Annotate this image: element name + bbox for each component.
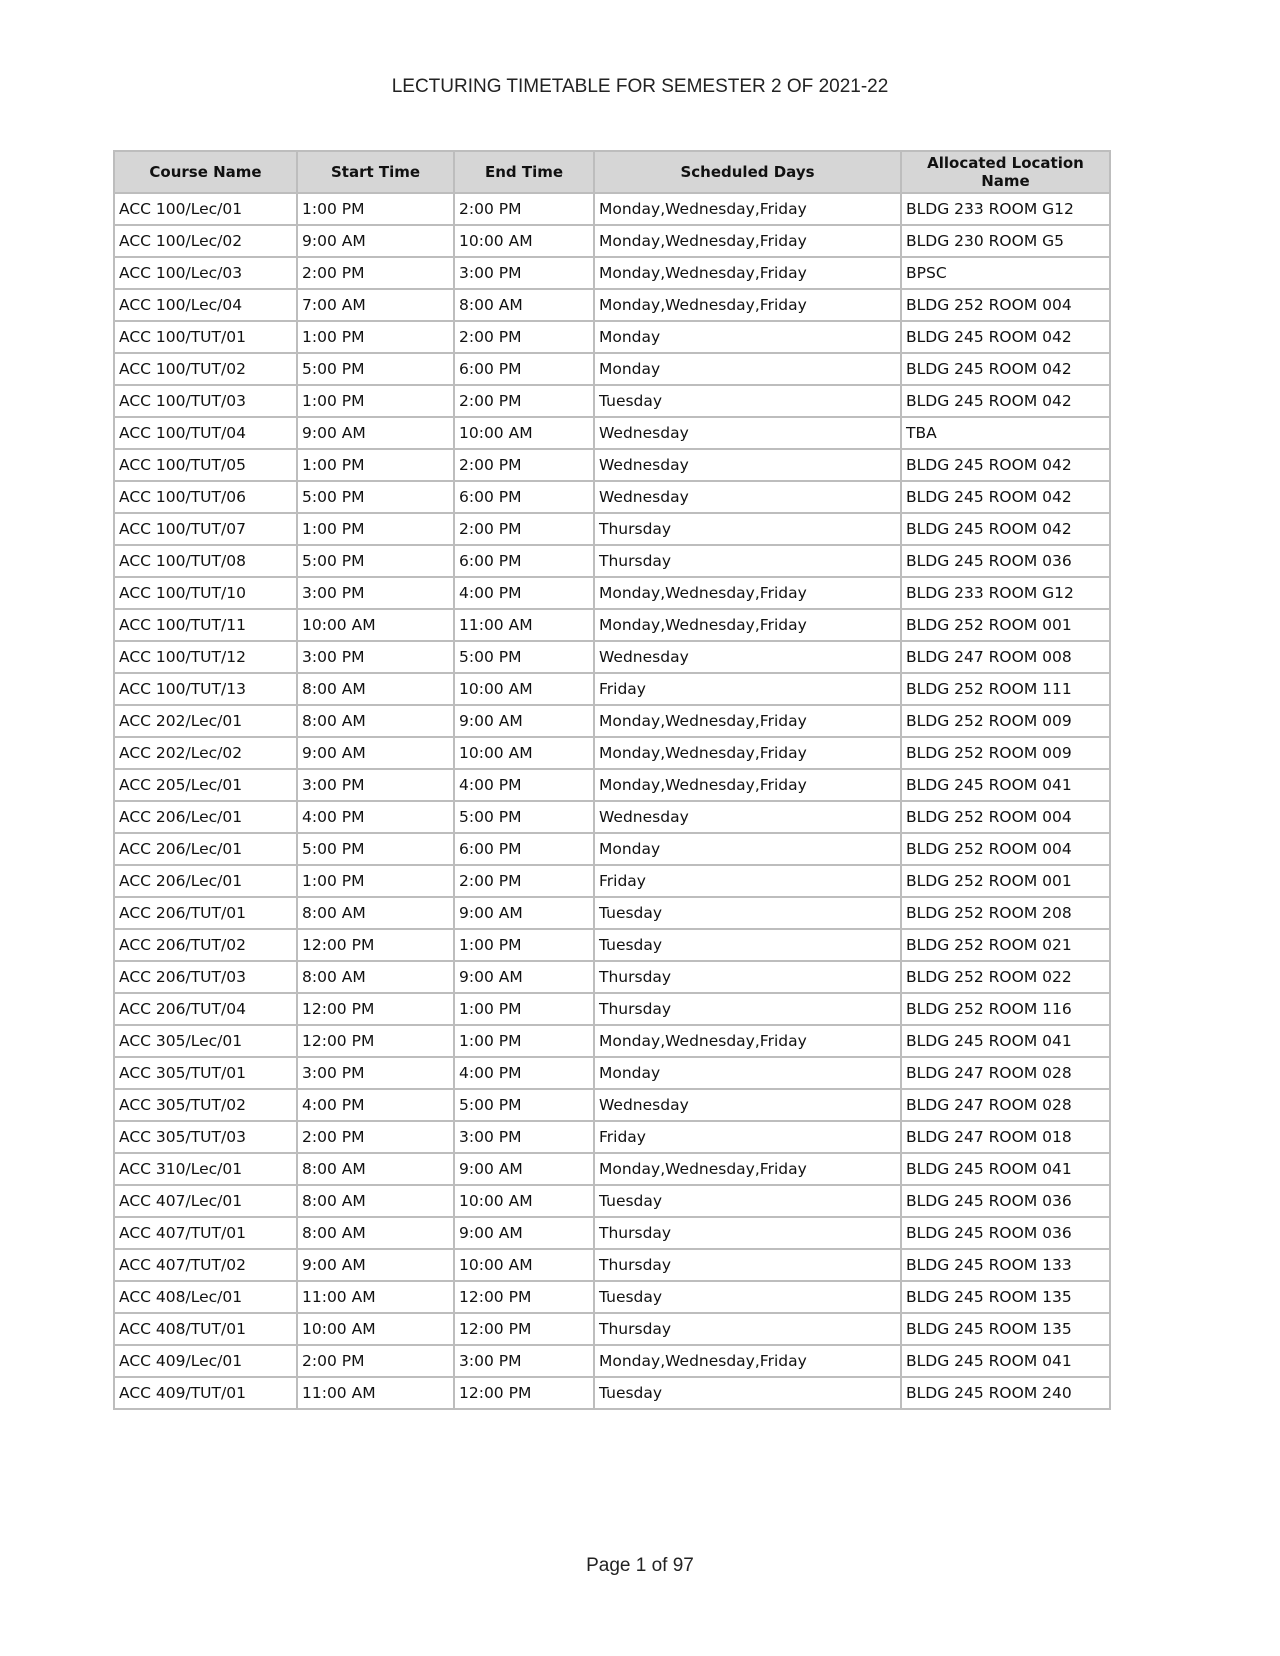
- course-name-cell: ACC 206/TUT/03: [114, 961, 297, 993]
- table-row: [114, 769, 1110, 801]
- scheduled-days-cell: Tuesday: [594, 1281, 901, 1313]
- end-time-cell: 9:00 AM: [454, 897, 594, 929]
- table-row: [114, 1281, 1110, 1313]
- end-time-cell: 2:00 PM: [454, 449, 594, 481]
- scheduled-days-cell: Tuesday: [594, 1185, 901, 1217]
- location-cell: BLDG 230 ROOM G5: [901, 225, 1110, 257]
- table-row: [114, 417, 1110, 449]
- end-time-cell: 10:00 AM: [454, 417, 594, 449]
- column-header-allocated-location: Allocated Location Name: [901, 151, 1110, 193]
- start-time-cell: 8:00 AM: [297, 961, 454, 993]
- table-row: [114, 1345, 1110, 1377]
- start-time-cell: 7:00 AM: [297, 289, 454, 321]
- start-time-cell: 9:00 AM: [297, 1249, 454, 1281]
- location-cell: BLDG 245 ROOM 042: [901, 513, 1110, 545]
- location-cell: BLDG 245 ROOM 133: [901, 1249, 1110, 1281]
- start-time-cell: 11:00 AM: [297, 1281, 454, 1313]
- end-time-cell: 12:00 PM: [454, 1377, 594, 1409]
- scheduled-days-cell: Wednesday: [594, 417, 901, 449]
- start-time-cell: 1:00 PM: [297, 193, 454, 225]
- scheduled-days-cell: Monday: [594, 353, 901, 385]
- course-name-cell: ACC 202/Lec/02: [114, 737, 297, 769]
- course-name-cell: ACC 305/TUT/02: [114, 1089, 297, 1121]
- course-name-cell: ACC 407/Lec/01: [114, 1185, 297, 1217]
- table-row: [114, 193, 1110, 225]
- table-row: [114, 1313, 1110, 1345]
- table-row: [114, 993, 1110, 1025]
- table-row: [114, 1217, 1110, 1249]
- scheduled-days-cell: Tuesday: [594, 897, 901, 929]
- start-time-cell: 8:00 AM: [297, 1153, 454, 1185]
- scheduled-days-cell: Monday,Wednesday,Friday: [594, 1025, 901, 1057]
- end-time-cell: 1:00 PM: [454, 1025, 594, 1057]
- course-name-cell: ACC 407/TUT/01: [114, 1217, 297, 1249]
- end-time-cell: 6:00 PM: [454, 353, 594, 385]
- end-time-cell: 1:00 PM: [454, 993, 594, 1025]
- start-time-cell: 2:00 PM: [297, 1121, 454, 1153]
- table-body: [114, 193, 1110, 1409]
- table-row: [114, 1185, 1110, 1217]
- location-cell: BLDG 252 ROOM 009: [901, 737, 1110, 769]
- end-time-cell: 2:00 PM: [454, 513, 594, 545]
- location-cell: BLDG 233 ROOM G12: [901, 577, 1110, 609]
- course-name-cell: ACC 305/TUT/03: [114, 1121, 297, 1153]
- scheduled-days-cell: Thursday: [594, 993, 901, 1025]
- end-time-cell: 6:00 PM: [454, 481, 594, 513]
- scheduled-days-cell: Monday,Wednesday,Friday: [594, 193, 901, 225]
- start-time-cell: 8:00 AM: [297, 1217, 454, 1249]
- table-row: [114, 1057, 1110, 1089]
- scheduled-days-cell: Wednesday: [594, 641, 901, 673]
- location-cell: BLDG 245 ROOM 042: [901, 353, 1110, 385]
- table-header: [114, 151, 1110, 193]
- table-row: [114, 641, 1110, 673]
- end-time-cell: 10:00 AM: [454, 1185, 594, 1217]
- course-name-cell: ACC 100/TUT/12: [114, 641, 297, 673]
- scheduled-days-cell: Tuesday: [594, 385, 901, 417]
- end-time-cell: 6:00 PM: [454, 833, 594, 865]
- scheduled-days-cell: Wednesday: [594, 481, 901, 513]
- end-time-cell: 5:00 PM: [454, 641, 594, 673]
- start-time-cell: 3:00 PM: [297, 769, 454, 801]
- timetable: [113, 150, 1109, 1410]
- end-time-cell: 5:00 PM: [454, 801, 594, 833]
- end-time-cell: 9:00 AM: [454, 1217, 594, 1249]
- start-time-cell: 8:00 AM: [297, 673, 454, 705]
- end-time-cell: 1:00 PM: [454, 929, 594, 961]
- table-row: [114, 1249, 1110, 1281]
- end-time-cell: 9:00 AM: [454, 1153, 594, 1185]
- scheduled-days-cell: Wednesday: [594, 801, 901, 833]
- location-cell: TBA: [901, 417, 1110, 449]
- start-time-cell: 1:00 PM: [297, 321, 454, 353]
- start-time-cell: 9:00 AM: [297, 225, 454, 257]
- location-cell: BLDG 245 ROOM 036: [901, 1185, 1110, 1217]
- end-time-cell: 3:00 PM: [454, 257, 594, 289]
- scheduled-days-cell: Monday,Wednesday,Friday: [594, 225, 901, 257]
- table-row: [114, 1153, 1110, 1185]
- location-cell: BLDG 245 ROOM 041: [901, 769, 1110, 801]
- table-row: [114, 865, 1110, 897]
- course-name-cell: ACC 202/Lec/01: [114, 705, 297, 737]
- start-time-cell: 1:00 PM: [297, 513, 454, 545]
- scheduled-days-cell: Friday: [594, 1121, 901, 1153]
- location-cell: BLDG 245 ROOM 240: [901, 1377, 1110, 1409]
- table-row: [114, 1089, 1110, 1121]
- end-time-cell: 4:00 PM: [454, 577, 594, 609]
- scheduled-days-cell: Monday,Wednesday,Friday: [594, 257, 901, 289]
- end-time-cell: 8:00 AM: [454, 289, 594, 321]
- location-cell: BLDG 247 ROOM 028: [901, 1089, 1110, 1121]
- end-time-cell: 5:00 PM: [454, 1089, 594, 1121]
- page-number: Page 1 of 97: [586, 1555, 694, 1576]
- end-time-cell: 12:00 PM: [454, 1281, 594, 1313]
- end-time-cell: 4:00 PM: [454, 1057, 594, 1089]
- column-header-course-name: Course Name: [114, 151, 297, 193]
- course-name-cell: ACC 206/Lec/01: [114, 801, 297, 833]
- end-time-cell: 9:00 AM: [454, 961, 594, 993]
- end-time-cell: 3:00 PM: [454, 1345, 594, 1377]
- scheduled-days-cell: Tuesday: [594, 929, 901, 961]
- location-cell: BPSC: [901, 257, 1110, 289]
- scheduled-days-cell: Monday,Wednesday,Friday: [594, 1345, 901, 1377]
- course-name-cell: ACC 408/TUT/01: [114, 1313, 297, 1345]
- column-header-scheduled-days: Scheduled Days: [594, 151, 901, 193]
- start-time-cell: 5:00 PM: [297, 353, 454, 385]
- course-name-cell: ACC 100/TUT/01: [114, 321, 297, 353]
- start-time-cell: 3:00 PM: [297, 577, 454, 609]
- scheduled-days-cell: Monday,Wednesday,Friday: [594, 289, 901, 321]
- end-time-cell: 12:00 PM: [454, 1313, 594, 1345]
- location-cell: BLDG 252 ROOM 004: [901, 833, 1110, 865]
- header-row: [114, 151, 1110, 193]
- location-cell: BLDG 247 ROOM 008: [901, 641, 1110, 673]
- course-name-cell: ACC 408/Lec/01: [114, 1281, 297, 1313]
- end-time-cell: 10:00 AM: [454, 673, 594, 705]
- course-name-cell: ACC 100/TUT/11: [114, 609, 297, 641]
- course-name-cell: ACC 206/Lec/01: [114, 833, 297, 865]
- scheduled-days-cell: Thursday: [594, 961, 901, 993]
- location-cell: BLDG 245 ROOM 042: [901, 449, 1110, 481]
- timetable-table: [113, 150, 1111, 1410]
- scheduled-days-cell: Wednesday: [594, 449, 901, 481]
- start-time-cell: 1:00 PM: [297, 385, 454, 417]
- location-cell: BLDG 252 ROOM 111: [901, 673, 1110, 705]
- scheduled-days-cell: Monday,Wednesday,Friday: [594, 737, 901, 769]
- table-row: [114, 321, 1110, 353]
- location-cell: BLDG 245 ROOM 042: [901, 481, 1110, 513]
- location-cell: BLDG 245 ROOM 135: [901, 1313, 1110, 1345]
- location-cell: BLDG 233 ROOM G12: [901, 193, 1110, 225]
- location-cell: BLDG 252 ROOM 001: [901, 865, 1110, 897]
- table-row: [114, 961, 1110, 993]
- start-time-cell: 10:00 AM: [297, 1313, 454, 1345]
- scheduled-days-cell: Monday,Wednesday,Friday: [594, 705, 901, 737]
- start-time-cell: 8:00 AM: [297, 705, 454, 737]
- table-row: [114, 833, 1110, 865]
- end-time-cell: 9:00 AM: [454, 705, 594, 737]
- end-time-cell: 4:00 PM: [454, 769, 594, 801]
- start-time-cell: 11:00 AM: [297, 1377, 454, 1409]
- scheduled-days-cell: Friday: [594, 865, 901, 897]
- location-cell: BLDG 252 ROOM 116: [901, 993, 1110, 1025]
- table-row: [114, 1025, 1110, 1057]
- table-row: [114, 1121, 1110, 1153]
- end-time-cell: 2:00 PM: [454, 385, 594, 417]
- location-cell: BLDG 252 ROOM 208: [901, 897, 1110, 929]
- end-time-cell: 11:00 AM: [454, 609, 594, 641]
- start-time-cell: 9:00 AM: [297, 737, 454, 769]
- table-row: [114, 705, 1110, 737]
- page-title: LECTURING TIMETABLE FOR SEMESTER 2 OF 2021-22: [391, 76, 889, 97]
- start-time-cell: 4:00 PM: [297, 1089, 454, 1121]
- table-row: [114, 673, 1110, 705]
- course-name-cell: ACC 206/TUT/02: [114, 929, 297, 961]
- course-name-cell: ACC 310/Lec/01: [114, 1153, 297, 1185]
- course-name-cell: ACC 100/TUT/10: [114, 577, 297, 609]
- location-cell: BLDG 247 ROOM 028: [901, 1057, 1110, 1089]
- course-name-cell: ACC 100/Lec/01: [114, 193, 297, 225]
- table-row: [114, 449, 1110, 481]
- scheduled-days-cell: Monday: [594, 321, 901, 353]
- location-cell: BLDG 252 ROOM 001: [901, 609, 1110, 641]
- scheduled-days-cell: Monday,Wednesday,Friday: [594, 577, 901, 609]
- course-name-cell: ACC 409/Lec/01: [114, 1345, 297, 1377]
- end-time-cell: 10:00 AM: [454, 1249, 594, 1281]
- scheduled-days-cell: Monday,Wednesday,Friday: [594, 769, 901, 801]
- course-name-cell: ACC 100/TUT/05: [114, 449, 297, 481]
- end-time-cell: 2:00 PM: [454, 193, 594, 225]
- start-time-cell: 5:00 PM: [297, 545, 454, 577]
- scheduled-days-cell: Monday: [594, 1057, 901, 1089]
- course-name-cell: ACC 100/TUT/13: [114, 673, 297, 705]
- column-header-start-time: Start Time: [297, 151, 454, 193]
- course-name-cell: ACC 100/TUT/03: [114, 385, 297, 417]
- course-name-cell: ACC 100/TUT/07: [114, 513, 297, 545]
- table-row: [114, 225, 1110, 257]
- location-cell: BLDG 245 ROOM 041: [901, 1025, 1110, 1057]
- table-row: [114, 801, 1110, 833]
- scheduled-days-cell: Thursday: [594, 1217, 901, 1249]
- scheduled-days-cell: Thursday: [594, 545, 901, 577]
- column-header-end-time: End Time: [454, 151, 594, 193]
- course-name-cell: ACC 100/TUT/02: [114, 353, 297, 385]
- end-time-cell: 10:00 AM: [454, 737, 594, 769]
- table-row: [114, 897, 1110, 929]
- table-row: [114, 353, 1110, 385]
- course-name-cell: ACC 100/TUT/08: [114, 545, 297, 577]
- course-name-cell: ACC 206/TUT/01: [114, 897, 297, 929]
- location-cell: BLDG 252 ROOM 022: [901, 961, 1110, 993]
- start-time-cell: 2:00 PM: [297, 257, 454, 289]
- course-name-cell: ACC 100/TUT/06: [114, 481, 297, 513]
- table-row: [114, 929, 1110, 961]
- course-name-cell: ACC 305/TUT/01: [114, 1057, 297, 1089]
- scheduled-days-cell: Tuesday: [594, 1377, 901, 1409]
- location-cell: BLDG 252 ROOM 021: [901, 929, 1110, 961]
- table-row: [114, 737, 1110, 769]
- course-name-cell: ACC 409/TUT/01: [114, 1377, 297, 1409]
- end-time-cell: 6:00 PM: [454, 545, 594, 577]
- start-time-cell: 8:00 AM: [297, 897, 454, 929]
- course-name-cell: ACC 100/TUT/04: [114, 417, 297, 449]
- table-row: [114, 577, 1110, 609]
- table-row: [114, 289, 1110, 321]
- location-cell: BLDG 245 ROOM 041: [901, 1345, 1110, 1377]
- table-row: [114, 257, 1110, 289]
- table-row: [114, 513, 1110, 545]
- end-time-cell: 10:00 AM: [454, 225, 594, 257]
- location-cell: BLDG 252 ROOM 009: [901, 705, 1110, 737]
- course-name-cell: ACC 100/Lec/04: [114, 289, 297, 321]
- start-time-cell: 1:00 PM: [297, 865, 454, 897]
- start-time-cell: 9:00 AM: [297, 417, 454, 449]
- end-time-cell: 3:00 PM: [454, 1121, 594, 1153]
- table-row: [114, 385, 1110, 417]
- start-time-cell: 3:00 PM: [297, 641, 454, 673]
- end-time-cell: 2:00 PM: [454, 865, 594, 897]
- location-cell: BLDG 245 ROOM 135: [901, 1281, 1110, 1313]
- end-time-cell: 2:00 PM: [454, 321, 594, 353]
- scheduled-days-cell: Monday,Wednesday,Friday: [594, 609, 901, 641]
- scheduled-days-cell: Thursday: [594, 1313, 901, 1345]
- scheduled-days-cell: Wednesday: [594, 1089, 901, 1121]
- start-time-cell: 12:00 PM: [297, 929, 454, 961]
- location-cell: BLDG 245 ROOM 036: [901, 1217, 1110, 1249]
- start-time-cell: 10:00 AM: [297, 609, 454, 641]
- scheduled-days-cell: Thursday: [594, 513, 901, 545]
- course-name-cell: ACC 206/Lec/01: [114, 865, 297, 897]
- start-time-cell: 8:00 AM: [297, 1185, 454, 1217]
- course-name-cell: ACC 206/TUT/04: [114, 993, 297, 1025]
- start-time-cell: 12:00 PM: [297, 993, 454, 1025]
- course-name-cell: ACC 407/TUT/02: [114, 1249, 297, 1281]
- start-time-cell: 3:00 PM: [297, 1057, 454, 1089]
- scheduled-days-cell: Thursday: [594, 1249, 901, 1281]
- location-cell: BLDG 252 ROOM 004: [901, 289, 1110, 321]
- location-cell: BLDG 245 ROOM 042: [901, 321, 1110, 353]
- location-cell: BLDG 245 ROOM 036: [901, 545, 1110, 577]
- start-time-cell: 1:00 PM: [297, 449, 454, 481]
- scheduled-days-cell: Monday: [594, 833, 901, 865]
- course-name-cell: ACC 100/Lec/03: [114, 257, 297, 289]
- location-cell: BLDG 247 ROOM 018: [901, 1121, 1110, 1153]
- table-row: [114, 609, 1110, 641]
- course-name-cell: ACC 100/Lec/02: [114, 225, 297, 257]
- table-row: [114, 481, 1110, 513]
- location-cell: BLDG 245 ROOM 042: [901, 385, 1110, 417]
- location-cell: BLDG 245 ROOM 041: [901, 1153, 1110, 1185]
- table-row: [114, 545, 1110, 577]
- course-name-cell: ACC 205/Lec/01: [114, 769, 297, 801]
- location-cell: BLDG 252 ROOM 004: [901, 801, 1110, 833]
- start-time-cell: 12:00 PM: [297, 1025, 454, 1057]
- start-time-cell: 5:00 PM: [297, 481, 454, 513]
- start-time-cell: 2:00 PM: [297, 1345, 454, 1377]
- scheduled-days-cell: Friday: [594, 673, 901, 705]
- start-time-cell: 4:00 PM: [297, 801, 454, 833]
- start-time-cell: 5:00 PM: [297, 833, 454, 865]
- table-row: [114, 1377, 1110, 1409]
- scheduled-days-cell: Monday,Wednesday,Friday: [594, 1153, 901, 1185]
- course-name-cell: ACC 305/Lec/01: [114, 1025, 297, 1057]
